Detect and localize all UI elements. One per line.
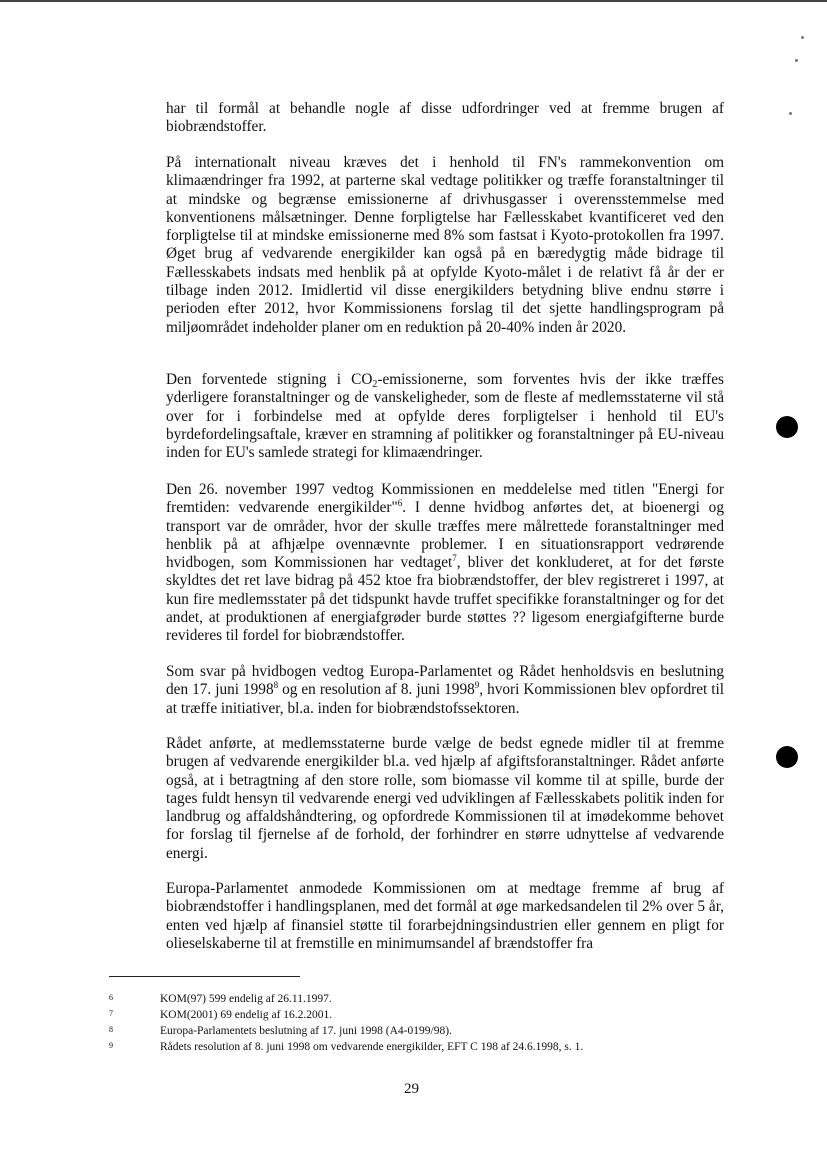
paragraph-white-paper: [166, 481, 724, 646]
paragraph-council-statement: Rådet anførte, at medlemsstaterne burde vælge de bedst egnede midler til at fremme brugen af vedvarende energikilder bl.a. ved hjælp af afgiftsforanstaltninger. Rådet anførte også, at i betragtning af den store rolle, som biomasse vil komme til at spille, burde der tages fuldt hensyn til vedvarende energi ved udviklingen af Fællesskabets politik inden for landbrug og affaldshåndtering, og opfordrede Kommissionen til at imødekomme behovet for forslag til fjernelse af de forhold, der forhindrer en større udnyttelse af vedvarende energi.: [166, 735, 724, 862]
footnote-text: KOM(97) 599 endelig af 26.11.1997.: [160, 993, 332, 1005]
paragraph-text: -emissionerne, som forventes hvis der ikke træffes yderligere foranstaltninger og de vanskeligheder, som de fleste af medlemsstaterne vil stå over for i forbindelse med at opfylde deres forpligtelser i henhold til EU's byrdefordelingsaftale, kræver en stramning af politikker og foranstaltninger på EU-niveau inden for EU's samlede strategi for klimaændringer.: [166, 371, 725, 462]
paragraph-international-level: På internationalt niveau kræves det i henhold til FN's rammekonvention om klimaændringer fra 1992, at parterne skal vedtage politikker og træffe foranstaltninger til at mindske og begrænse emissionerne af drivhusgasser i overensstemmelse med konventionens målsætninger. Denne forpligtelse har Fællesskabet kvantificeret ved den forpligtelse til at mindske emissionerne med 8% som fastsat i Kyoto-protokollen fra 1997. Øget brug af vedvarende energikilder kan også på en bæredygtig måde bidrage til Fællesskabets indsats med henblik på at opfylde Kyoto-målet i de relativt få år der er tilbage inden 2012. Imidlertid vil disse energikilders betydning blive endnu større i perioden efter 2012, hvor Kommissionens forslag til det sjette handlingsprogram på miljøområdet indeholder planer om en reduktion på 20-40% inden år 2020.: [166, 154, 724, 336]
page-number: 29: [404, 1081, 419, 1097]
footnote-ref-8[interactable]: 8: [273, 680, 279, 691]
footnote-number: 7: [109, 1009, 113, 1018]
paragraph-text: , hvori Kommissionen blev opfordret til at træffe initiativer, bl.a. inden for biobrændstofssektoren.: [166, 681, 724, 717]
scan-speck: [795, 59, 798, 62]
footnote-number: 9: [109, 1041, 113, 1050]
page-top-border: [0, 0, 827, 2]
paragraph-text: , bliver det konkluderet, at for det første skyldtes det ret lave bidrag på 452 ktoe fra biobrændstoffer, der blev registreret i 1997, at kun fire medlemsstater på det tidspunkt havde truffet specifikke foranstaltninger og for det andet, at produktionen af energiafgrøder burde støttes ?? ligesom energiafgifterne burde revideres til fordel for biobrændstoffer.: [166, 554, 724, 645]
footnote-separator: [109, 976, 300, 977]
footnote-text: Rådets resolution af 8. juni 1998 om vedvarende energikilder, EFT C 198 af 24.6.1998, s. 1.: [160, 1041, 584, 1053]
footnote-number: 6: [109, 993, 113, 1002]
paragraph-parliament-response: [166, 663, 724, 718]
footnote-ref-9[interactable]: 9: [474, 680, 480, 691]
paragraph-text: Den forventede stigning i CO: [166, 371, 373, 388]
paragraph-text: Som svar på hvidbogen vedtog Europa-Parlamentet og Rådet henholdsvis en beslutning den 17. juni 1998: [166, 663, 724, 699]
paragraph-text: Den 26. november 1997 vedtog Kommissionen en meddelelse med titlen "Energi for fremtiden: vedvarende energikilder": [166, 481, 724, 517]
paragraph-intro: har til formål at behandle nogle af disse udfordringer ved at fremme brugen af biobrændstoffer.: [166, 100, 724, 136]
footnote-ref-6[interactable]: 6: [397, 498, 403, 509]
footnote-ref-7[interactable]: 7: [452, 553, 457, 564]
scan-speck: [801, 36, 804, 39]
footnote-text: KOM(2001) 69 endelig af 16.2.2001.: [160, 1009, 333, 1021]
paragraph-parliament-request: Europa-Parlamentet anmodede Kommissionen om at medtage fremme af brug af biobrændstoffer i handlingsplanen, med det formål at øge markedsandelen til 2% over 5 år, enten ved hjælp af finansiel støtte til forarbejdningsindustrien eller gennem en pligt for olieselskaberne til at fremstille en minimumsandel af brændstoffer fra: [166, 880, 724, 952]
paragraph-text: og en resolution af 8. juni 1998: [278, 681, 475, 699]
paragraph-co2-emissions: [166, 371, 724, 462]
punch-hole-lower: [776, 746, 798, 768]
scan-speck: [789, 112, 792, 115]
paragraph-text: . I denne hvidbog anførtes det, at bioenergi og transport var de områder, hvor der skulle træffes mere målrettede foranstaltninger med henblik på at afhjælpe ovennævnte problemer. I en situationsrapport vedrørende hvidbogen, som Kommissionen har vedtaget: [166, 499, 724, 572]
footnote-text: Europa-Parlamentets beslutning af 17. juni 1998 (A4-0199/98).: [160, 1025, 452, 1037]
subscript-2: 2: [372, 379, 378, 390]
punch-hole-upper: [776, 416, 798, 438]
footnote-number: 8: [109, 1025, 113, 1034]
